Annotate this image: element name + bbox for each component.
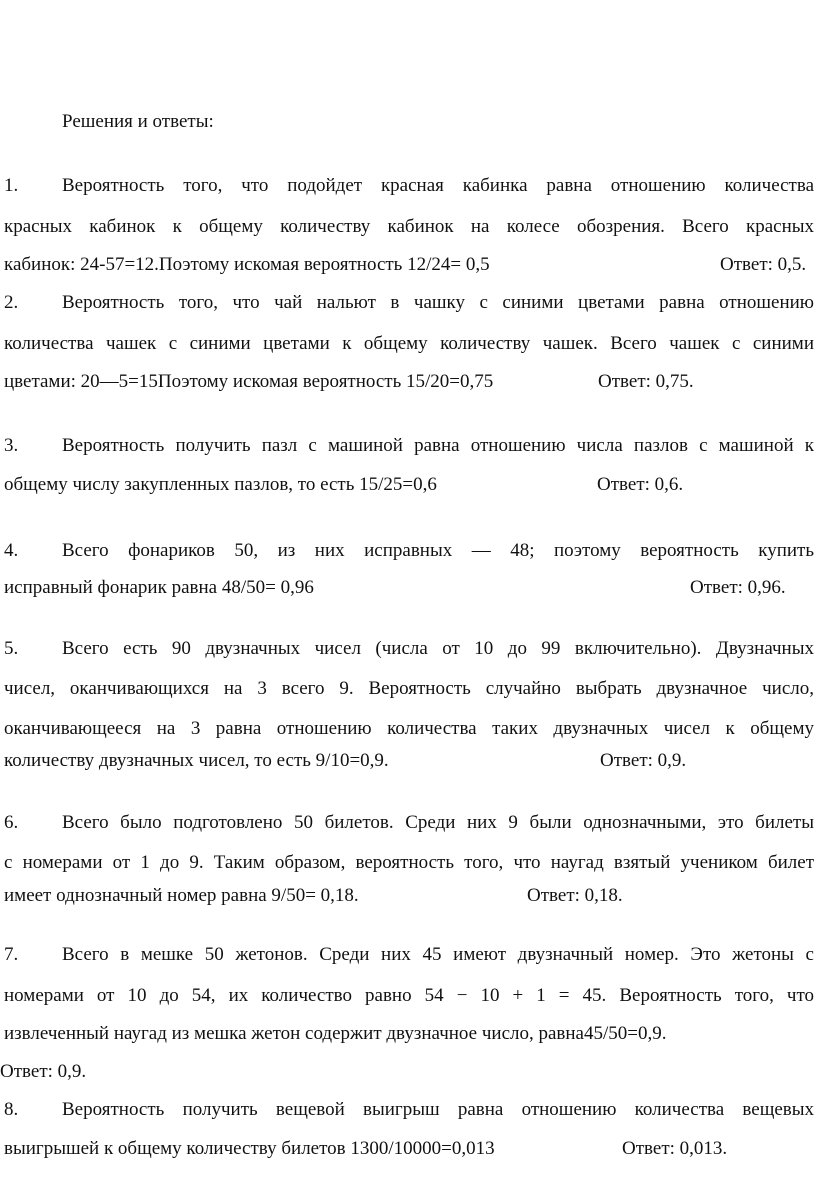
item-text-line: Вероятность получить пазл с машиной равна отношению числа пазлов с машиной к xyxy=(62,435,814,456)
item-text-line: выигрышей к общему количеству билетов 1300/10000=0,013 xyxy=(4,1138,495,1159)
item-text-line: Вероятность получить вещевой выигрыш равна отношению количества вещевых xyxy=(62,1099,814,1120)
item-number: 8. xyxy=(4,1099,19,1120)
answer-text: Ответ: 0,75. xyxy=(598,371,694,392)
item-text-line: красных кабинок к общему количеству кабинок на колесе обозрения. Всего красных xyxy=(4,216,814,237)
item-text-line: Вероятность того, что чай нальют в чашку с синими цветами равна отношению xyxy=(62,292,814,313)
item-number: 5. xyxy=(4,638,19,659)
item-text-line: чисел, оканчивающихся на 3 всего 9. Вероятность случайно выбрать двузначное число, xyxy=(4,678,814,699)
item-text-line: Всего фонариков 50, из них исправных — 48; поэтому вероятность купить xyxy=(62,540,814,561)
page-title: Решения и ответы: xyxy=(62,111,214,132)
item-text-line: количества чашек с синими цветами к общему количеству чашек. Всего чашек с синими xyxy=(4,333,814,354)
item-text-line: с номерами от 1 до 9. Таким образом, вероятность того, что наугад взятый учеником билет xyxy=(4,852,814,873)
item-text-line: цветами: 20—5=15Поэтому искомая вероятность 15/20=0,75 xyxy=(4,371,494,392)
item-text-line: Вероятность того, что подойдет красная кабинка равна отношению количества xyxy=(62,175,814,196)
item-text-line: имеет однозначный номер равна 9/50= 0,18. xyxy=(4,885,359,906)
item-text-line: Всего есть 90 двузначных чисел (числа от 10 до 99 включительно). Двузначных xyxy=(62,638,814,659)
item-number: 1. xyxy=(4,175,19,196)
answer-text: Ответ: 0,96. xyxy=(690,577,786,598)
item-number: 4. xyxy=(4,540,19,561)
item-number: 2. xyxy=(4,292,19,313)
answer-text: Ответ: 0,18. xyxy=(527,885,623,906)
item-text-line: номерами от 10 до 54, их количество равно 54 − 10 + 1 = 45. Вероятность того, что xyxy=(4,985,814,1006)
item-number: 6. xyxy=(4,812,19,833)
item-number: 3. xyxy=(4,435,19,456)
item-text-line: количеству двузначных чисел, то есть 9/10=0,9. xyxy=(4,750,389,771)
item-text-line: кабинок: 24-57=12.Поэтому искомая вероятность 12/24= 0,5 xyxy=(4,254,490,275)
answer-text: Ответ: 0,6. xyxy=(597,474,684,495)
item-text-line: общему числу закупленных пазлов, то есть 15/25=0,6 xyxy=(4,474,437,495)
answer-text: Ответ: 0,013. xyxy=(622,1138,728,1159)
answer-text: Ответ: 0,9. xyxy=(600,750,687,771)
item-number: 7. xyxy=(4,944,19,965)
item-text-line: Всего было подготовлено 50 билетов. Среди них 9 были однозначными, это билеты xyxy=(62,812,814,833)
item-text-line: извлеченный наугад из мешка жетон содержит двузначное число, равна45/50=0,9. xyxy=(4,1023,667,1044)
item-text-line: оканчивающееся на 3 равна отношению количества таких двузначных чисел к общему xyxy=(4,718,814,739)
answer-text: Ответ: 0,9. xyxy=(0,1061,87,1082)
item-text-line: исправный фонарик равна 48/50= 0,96 xyxy=(4,577,314,598)
item-text-line: Всего в мешке 50 жетонов. Среди них 45 имеют двузначный номер. Это жетоны с xyxy=(62,944,814,965)
answer-text: Ответ: 0,5. xyxy=(720,254,807,275)
